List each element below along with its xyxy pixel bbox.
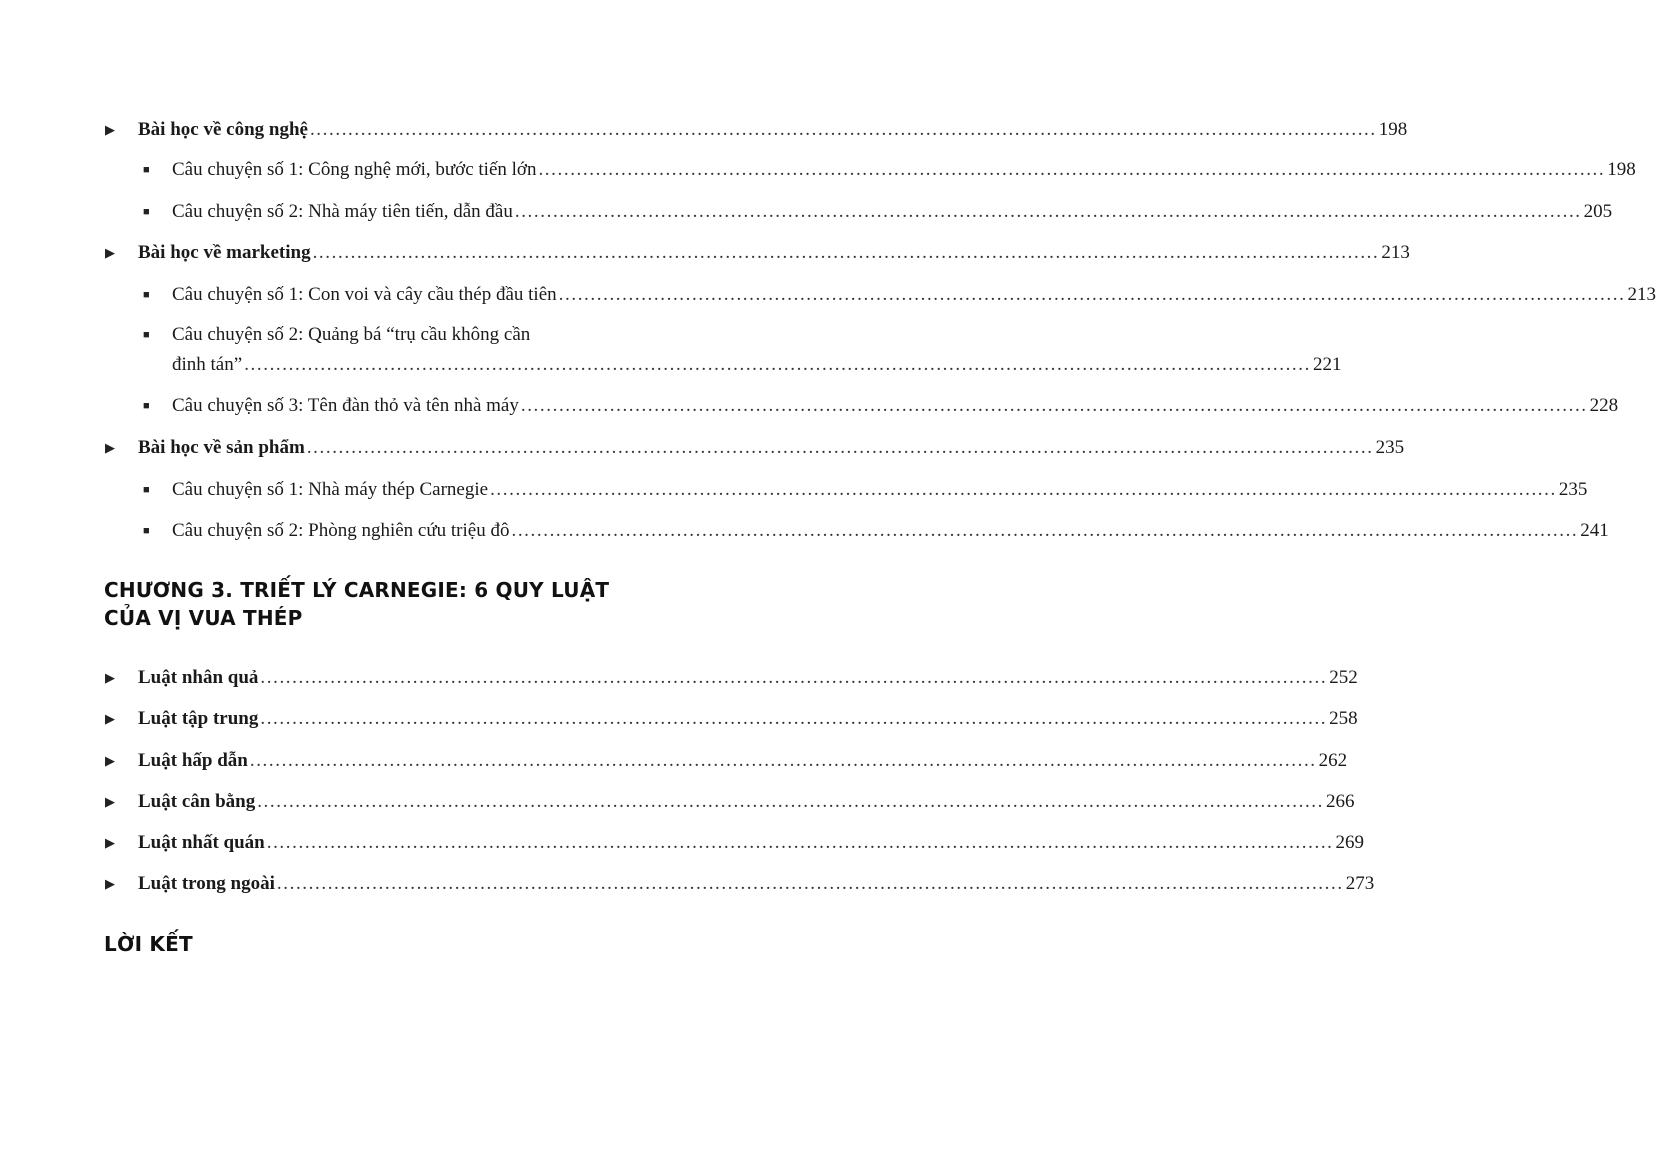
- toc-entry-title: Câu chuyện số 1: Nhà máy thép Carnegie: [172, 479, 489, 500]
- square-bullet-icon: ■: [143, 484, 150, 496]
- toc-entry-title: Câu chuyện số 3: Tên đàn thỏ và tên nhà máy: [172, 395, 519, 416]
- toc-entry-title: Câu chuyện số 2: Quảng bá “trụ cầu không cần: [172, 324, 531, 345]
- chapter-heading-line: CỦA VỊ VUA THÉP: [104, 606, 303, 630]
- leader-dots: ........................................................................................................................................................................: [514, 201, 1582, 222]
- toc-entry[interactable]: [0, 118, 1408, 148]
- leader-dots: ........................................................................................................................................................................: [276, 873, 1344, 894]
- square-bullet-icon: ■: [143, 164, 150, 176]
- toc-entry-title: Câu chuyện số 1: Con voi và cây cầu thép đầu tiên: [172, 284, 557, 305]
- toc-entry[interactable]: [0, 478, 1588, 508]
- toc-entry-title: Câu chuyện số 2: Phòng nghiên cứu triệu đô: [172, 520, 510, 541]
- toc-entry[interactable]: [0, 283, 1656, 313]
- toc-entry-title: Luật nhất quán: [138, 832, 265, 853]
- leader-dots: ........................................................................................................................................................................: [306, 437, 1374, 458]
- toc-entry-page: 252: [1329, 667, 1358, 688]
- toc-entry-first-line[interactable]: [0, 323, 794, 353]
- triangle-bullet-icon: ▶: [105, 711, 115, 726]
- leader-dots: ........................................................................................................................................................................: [490, 479, 1557, 500]
- triangle-bullet-icon: ▶: [105, 753, 115, 768]
- toc-entry[interactable]: [0, 241, 1410, 271]
- toc-entry-page: 221: [1313, 354, 1342, 375]
- toc-entry-page: 273: [1345, 873, 1375, 894]
- toc-entry[interactable]: [0, 872, 1375, 902]
- square-bullet-icon: ■: [143, 525, 150, 537]
- triangle-bullet-icon: ▶: [105, 876, 115, 891]
- toc-entry-title: Luật trong ngoài: [138, 873, 275, 894]
- leader-dots: ........................................................................................................................................................................: [244, 354, 1311, 375]
- triangle-bullet-icon: ▶: [105, 794, 115, 809]
- toc-entry[interactable]: [0, 353, 1342, 383]
- square-bullet-icon: ■: [143, 329, 150, 341]
- toc-entry-page: 213: [1381, 242, 1410, 263]
- toc-entry[interactable]: [0, 707, 1358, 737]
- toc-entry-title: Luật cân bằng: [138, 791, 256, 812]
- triangle-bullet-icon: ▶: [105, 122, 115, 137]
- toc-entry[interactable]: [0, 831, 1365, 861]
- toc-entry-page: 235: [1375, 437, 1405, 458]
- leader-dots: ........................................................................................................................................................................: [312, 242, 1380, 263]
- toc-entry[interactable]: [0, 200, 1613, 230]
- closing-heading[interactable]: LỜI KẾT: [104, 932, 193, 956]
- leader-dots: ........................................................................................................................................................................: [249, 750, 1317, 771]
- square-bullet-icon: ■: [143, 206, 150, 218]
- toc-entry-page: 235: [1558, 479, 1588, 500]
- leader-dots: ........................................................................................................................................................................: [511, 520, 1579, 541]
- toc-entry[interactable]: [0, 158, 1636, 188]
- toc-entry[interactable]: [0, 436, 1405, 466]
- square-bullet-icon: ■: [143, 400, 150, 412]
- toc-entry-title: Bài học về marketing: [138, 242, 311, 263]
- triangle-bullet-icon: ▶: [105, 245, 115, 260]
- toc-entry-page: 269: [1335, 832, 1365, 853]
- leader-dots: ........................................................................................................................................................................: [266, 832, 1334, 853]
- toc-entry[interactable]: [0, 790, 1355, 820]
- toc-entry-title: Câu chuyện số 2: Nhà máy tiên tiến, dẫn đầu: [172, 201, 513, 222]
- leader-dots: ........................................................................................................................................................................: [260, 667, 1328, 688]
- toc-entry-page: 241: [1580, 520, 1609, 541]
- toc-entry-page: 198: [1378, 119, 1408, 140]
- triangle-bullet-icon: ▶: [105, 670, 115, 685]
- chapter-heading-line: CHƯƠNG 3. TRIẾT LÝ CARNEGIE: 6 QUY LUẬT: [104, 578, 610, 602]
- toc-entry-title: Luật tập trung: [138, 708, 259, 729]
- toc-entry-title: Bài học về công nghệ: [138, 119, 308, 140]
- toc-entry-title: Luật hấp dẫn: [138, 750, 248, 771]
- square-bullet-icon: ■: [143, 289, 150, 301]
- toc-entry[interactable]: [0, 749, 1348, 779]
- leader-dots: ........................................................................................................................................................................: [538, 159, 1606, 180]
- toc-entry-title: Câu chuyện số 1: Công nghệ mới, bước tiến lớn: [172, 159, 537, 180]
- toc-entry-page: 205: [1583, 201, 1613, 222]
- toc-entry-title: Luật nhân quả: [138, 667, 259, 688]
- toc-entry-page: 258: [1329, 708, 1358, 729]
- toc-entry[interactable]: [0, 519, 1609, 549]
- leader-dots: ........................................................................................................................................................................: [309, 119, 1377, 140]
- toc-entry-page: 228: [1589, 395, 1619, 416]
- toc-entry-page: 198: [1607, 159, 1636, 180]
- toc-entry[interactable]: [0, 394, 1619, 424]
- leader-dots: ........................................................................................................................................................................: [558, 284, 1626, 305]
- leader-dots: ........................................................................................................................................................................: [520, 395, 1588, 416]
- toc-entry-title: Bài học về sản phẩm: [138, 437, 305, 458]
- triangle-bullet-icon: ▶: [105, 835, 115, 850]
- leader-dots: ........................................................................................................................................................................: [260, 708, 1328, 729]
- toc-entry-page: 266: [1326, 791, 1355, 812]
- toc-entry-page: 213: [1627, 284, 1656, 305]
- toc-entry-title-continued: đinh tán”: [172, 354, 243, 375]
- toc-entry[interactable]: [0, 666, 1358, 696]
- toc-entry-page: 262: [1318, 750, 1348, 771]
- chapter-heading[interactable]: [104, 576, 609, 632]
- triangle-bullet-icon: ▶: [105, 440, 115, 455]
- leader-dots: ........................................................................................................................................................................: [257, 791, 1325, 812]
